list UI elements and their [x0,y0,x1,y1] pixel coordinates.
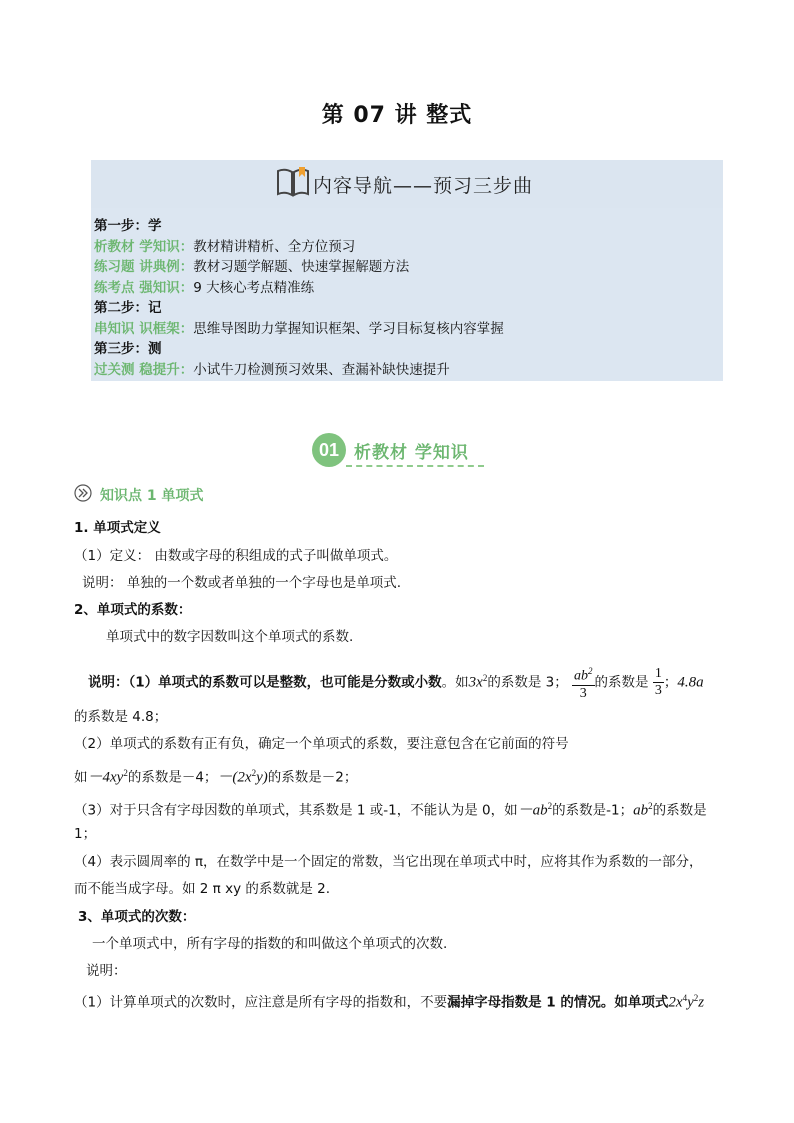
nav-line-text: 思维导图助力掌握知识框架、学习目标复核内容掌握 [193,320,504,337]
nav-line-text: 第二步：记 [94,300,162,316]
section-heading [312,432,469,468]
nav-lines [94,216,720,380]
nav-line [94,278,720,299]
nav-line [94,216,720,237]
nav-header [91,160,723,208]
degree-definition: 一个单项式中，所有字母的指数的和叫做这个单项式的次数. [92,936,448,952]
heading-definition: 1. 单项式定义 [74,520,161,536]
knowledge-point-title: 知识点 1 单项式 [100,488,204,504]
coefficient-note-3-cont: 1； [74,826,97,842]
coefficient-note-4-cont: 而不能当成字母。如 2 π xy 的系数就是 2. [74,881,331,897]
degree-note-label: 说明： [86,963,127,979]
coefficient-definition: 单项式中的数字因数叫这个单项式的系数. [106,629,354,645]
page-title: 第 07 讲 整式 [321,103,473,128]
nav-line-text: 教材精讲精析、全方位预习 [193,238,356,255]
nav-line-label: 析教材 学知识： [94,238,194,255]
content-navigation-box [91,160,723,381]
section-number: 01 [312,433,346,467]
coefficient-note-2: （2）单项式的系数有正有负，确定一个单项式的系数，要注意包含在它前面的符号 [74,736,569,752]
nav-line [94,257,720,278]
nav-line [94,319,720,340]
section-underline [346,465,484,467]
definition-text: （1）定义： 由数或字母的积组成的式子叫做单项式。 [74,548,398,564]
coefficient-note-1-cont: 的系数是 4.8； [74,709,168,725]
coefficient-note-4: （4）表示圆周率的 π，在数学中是一个固定的常数，当它出现在单项式中时，应将其作为系数的一部分， [74,854,703,870]
fraction-ab2-over-3: $\frac{ab^2}{3}$ [572,663,595,702]
nav-line-label: 练习题 讲典例： [94,259,194,275]
nav-line-label: 过关测 稳提升： [94,361,194,378]
nav-line-text: 小试牛刀检测预习效果、查漏补缺快速提升 [193,361,450,378]
nav-line-text: 第一步：学 [94,218,162,234]
nav-line [94,237,720,258]
degree-note-1: （1）计算单项式的次数时，应注意是所有字母的指数和，不要漏掉字母指数是 1 的情况。如单项式$2x^4y^2z$ [74,993,705,1011]
nav-header-title: 内容导航——预习三步曲 [313,174,534,197]
nav-line-text: 第三步：测 [94,341,162,357]
coefficient-note-1: 说明：（1）单项式的系数可以是整数，也可能是分数或小数。如$3x^2$的系数是 3； $\frac{ab^2}{3}$ 的系数是 $\frac{1}{3}$ ；4.8a [88,661,704,702]
nav-line-text: 教材习题学解题、快速掌握解题方法 [193,259,410,275]
nav-line-label: 练考点 强知识： [94,279,194,296]
heading-degree: 3、单项式的次数： [78,909,196,925]
nav-line [94,360,720,381]
nav-line-label: 串知识 识框架： [94,320,194,337]
nav-line [94,339,720,360]
section-title: 析教材 学知识 [354,442,469,463]
knowledge-point-heading [74,484,204,506]
fraction-one-third: $\frac{1}{3}$ [654,666,662,698]
note-text: 说明： 单独的一个数或者单独的一个字母也是单项式. [82,575,402,591]
coefficient-note-3: （3）对于只含有字母因数的单项式，其系数是 1 或-1，不能认为是 0，如$-ab^2$的系数是-1；$ab^2$的系数是 [74,801,707,819]
nav-line [94,298,720,319]
coefficient-note-2-example: 如$-4xy^2$的系数是－4；$-(2x^2y)$的系数是－2； [74,768,358,786]
book-icon [275,165,311,203]
heading-coefficient: 2、单项式的系数： [74,602,192,618]
nav-line-text: 9 大核心考点精准练 [193,279,315,296]
double-chevron-circle-icon [74,484,92,506]
